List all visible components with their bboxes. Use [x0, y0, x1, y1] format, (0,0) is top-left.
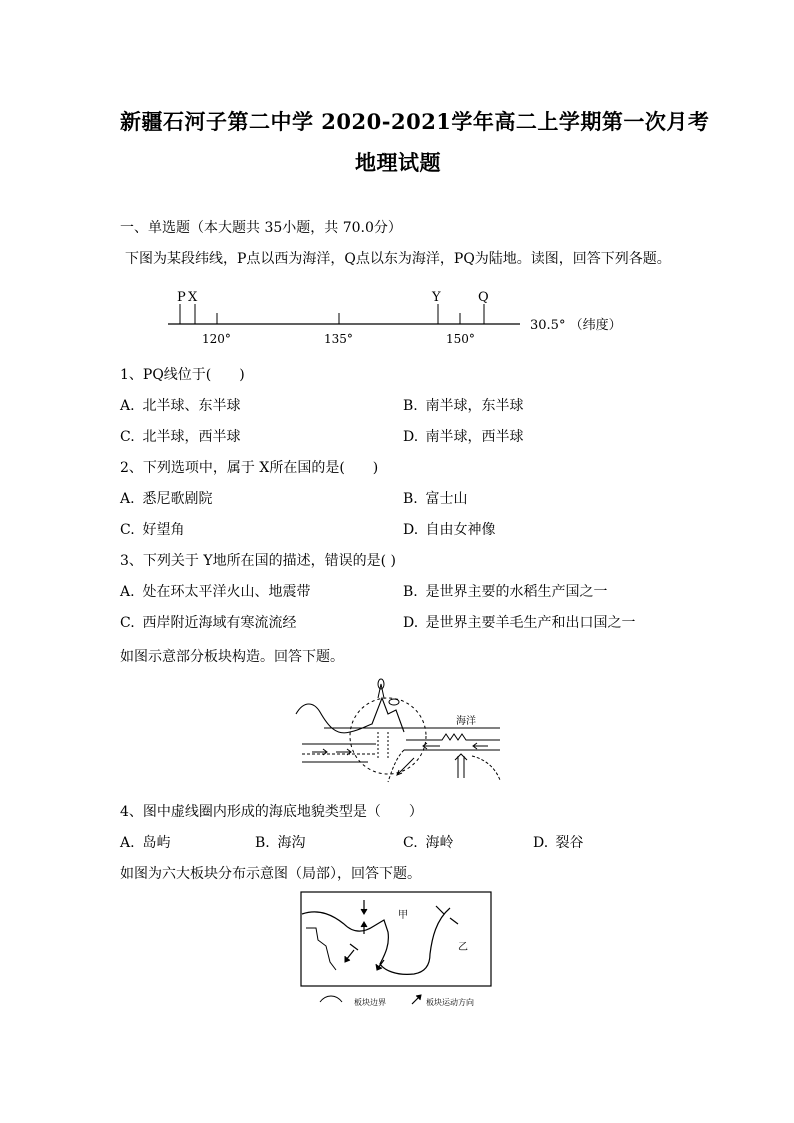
intro-text-3: 如图为六大板块分布示意图（局部），回答下题。 [120, 866, 421, 882]
question-1-stem: 1、PQ线位于( ) [120, 367, 245, 383]
question-1-option-b[interactable]: B. 南半球，东半球 [403, 398, 524, 414]
question-2-option-a[interactable]: A. 悉尼歌剧院 [120, 491, 213, 507]
label-q: Q [478, 290, 489, 305]
intro-text-1: 下图为某段纬线，P点以西为海洋，Q点以东为海洋，PQ为陆地。读图，回答下列各题。 [125, 251, 671, 267]
question-3-stem: 3、下列关于 Y地所在国的描述，错误的是( ) [120, 553, 396, 569]
question-2-option-b[interactable]: B. 富士山 [403, 491, 468, 507]
legend-boundary-label: 板块边界 [354, 998, 386, 1007]
label-p: P [177, 290, 186, 305]
question-2-option-c[interactable]: C. 好望角 [120, 522, 185, 538]
question-3-option-c[interactable]: C. 西岸附近海域有寒流流经 [120, 615, 297, 631]
latitude-line-figure [160, 286, 650, 350]
question-3-option-a[interactable]: A. 处在环太平洋火山、地震带 [120, 584, 311, 600]
tick-135: 135° [324, 332, 353, 346]
tick-120: 120° [202, 332, 231, 346]
question-4-option-a[interactable]: A. 岛屿 [120, 835, 171, 851]
question-3-option-d[interactable]: D. 是世界主要羊毛生产和出口国之一 [403, 615, 636, 631]
question-2-stem: 2、下列选项中，属于 X所在国的是( ) [120, 460, 379, 476]
intro-text-2: 如图示意部分板块构造。回答下题。 [120, 649, 344, 665]
question-4-option-c[interactable]: C. 海岭 [403, 835, 454, 851]
section-header: 一、单选题（本大题共 35小题，共 70.0分） [120, 220, 402, 236]
plate-tectonics-figure [292, 674, 504, 792]
label-x: X [188, 290, 198, 305]
question-4-option-d[interactable]: D. 裂谷 [533, 835, 584, 851]
latitude-label: 30.5° （纬度） [530, 318, 622, 333]
question-1-option-c[interactable]: C. 北半球，西半球 [120, 429, 241, 445]
question-1-option-d[interactable]: D. 南半球，西半球 [403, 429, 524, 445]
page-title-line2: 地理试题 [355, 150, 441, 175]
page-title-line1: 新疆石河子第二中学 2020-2021学年高二上学期第一次月考 [120, 109, 710, 134]
plate-yi-label: 乙 [458, 942, 468, 953]
sea-label: 海洋 [456, 716, 476, 727]
plate-jia-label: 甲 [398, 910, 408, 921]
boundary-legend-icon [320, 996, 342, 1002]
question-3-option-b[interactable]: B. 是世界主要的水稻生产国之一 [403, 584, 608, 600]
question-1-option-a[interactable]: A. 北半球、东半球 [120, 398, 241, 414]
plate-map-figure [300, 890, 494, 1012]
question-2-option-d[interactable]: D. 自由女神像 [403, 522, 496, 538]
label-y: Y [432, 290, 441, 305]
question-4-stem: 4、图中虚线圈内形成的海底地貌类型是（ ） [120, 804, 423, 820]
tick-150: 150° [446, 332, 475, 346]
legend-motion-label: 板块运动方向 [426, 998, 474, 1007]
question-4-option-b[interactable]: B. 海沟 [255, 835, 306, 851]
